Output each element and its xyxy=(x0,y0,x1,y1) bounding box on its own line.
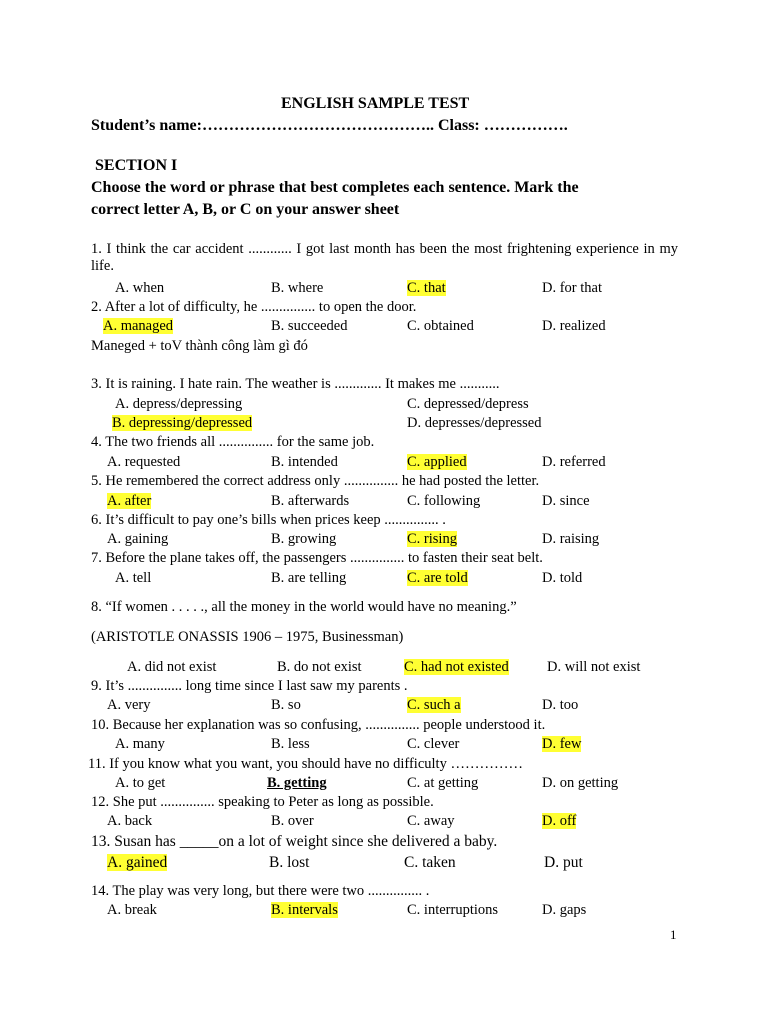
q4-option-a[interactable]: A. requested xyxy=(107,454,181,470)
q9-option-b[interactable]: B. so xyxy=(271,697,301,713)
q14-option-a[interactable]: A. break xyxy=(107,902,157,918)
q12-option-d[interactable]: D. off xyxy=(542,813,577,829)
q6-option-c[interactable]: C. rising xyxy=(407,531,457,547)
q1-option-d[interactable]: D. for that xyxy=(542,280,602,296)
q1-option-c[interactable]: C. that xyxy=(407,280,446,296)
q7-option-a[interactable]: A. tell xyxy=(115,570,152,586)
q3-option-b[interactable]: B. depressing/depressed xyxy=(112,415,253,431)
q7-option-d[interactable]: D. told xyxy=(542,570,583,586)
q10-option-b[interactable]: B. less xyxy=(271,736,310,752)
student-name-line: Student’s name:…………………………………….. Class: ……………. xyxy=(91,117,568,134)
q4-option-b[interactable]: B. intended xyxy=(271,454,338,470)
q4-option-c[interactable]: C. applied xyxy=(407,454,467,470)
question-2-text: 2. After a lot of difficulty, he ............... to open the door. xyxy=(91,299,417,315)
q2-option-a[interactable]: A. managed xyxy=(103,318,174,334)
q7-option-c[interactable]: C. are told xyxy=(407,570,468,586)
q7-option-b[interactable]: B. are telling xyxy=(271,570,347,586)
q13-option-d[interactable]: D. put xyxy=(544,854,583,871)
q14-option-c[interactable]: C. interruptions xyxy=(407,902,499,918)
q6-option-a[interactable]: A. gaining xyxy=(107,531,169,547)
q13-option-a[interactable]: A. gained xyxy=(107,854,168,871)
q10-option-c[interactable]: C. clever xyxy=(407,736,460,752)
question-10-text: 10. Because her explanation was so confusing, ............... people understood it. xyxy=(91,717,546,733)
q11-option-a[interactable]: A. to get xyxy=(115,775,166,791)
section-heading: SECTION I xyxy=(95,157,178,174)
q8-option-b[interactable]: B. do not exist xyxy=(277,659,362,675)
q5-option-a[interactable]: A. after xyxy=(107,493,152,509)
q10-option-a[interactable]: A. many xyxy=(115,736,165,752)
q5-option-b[interactable]: B. afterwards xyxy=(271,493,350,509)
q9-option-a[interactable]: A. very xyxy=(107,697,151,713)
q11-option-c[interactable]: C. at getting xyxy=(407,775,479,791)
page-title: ENGLISH SAMPLE TEST xyxy=(281,95,470,112)
q3-option-d[interactable]: D. depresses/depressed xyxy=(407,415,542,431)
q8-quote-source: (ARISTOTLE ONASSIS 1906 – 1975, Businessman) xyxy=(91,629,404,645)
question-7-text: 7. Before the plane takes off, the passengers ............... to fasten their seat belt. xyxy=(91,550,543,566)
q2-option-c[interactable]: C. obtained xyxy=(407,318,474,334)
q9-option-c[interactable]: C. such a xyxy=(407,697,461,713)
question-4-text: 4. The two friends all ............... for the same job. xyxy=(91,434,375,450)
q5-option-d[interactable]: D. since xyxy=(542,493,590,509)
question-3-text: 3. It is raining. I hate rain. The weather is ............. It makes me ........... xyxy=(91,376,500,392)
q8-option-c[interactable]: C. had not existed xyxy=(404,659,509,675)
question-9-text: 9. It’s ............... long time since I last saw my parents . xyxy=(91,678,408,694)
question-5-text: 5. He remembered the correct address only ............... he had posted the letter. xyxy=(91,473,540,489)
q2-option-b[interactable]: B. succeeded xyxy=(271,318,348,334)
question-6-text: 6. It’s difficult to pay one’s bills when prices keep ............... . xyxy=(91,512,446,528)
q6-option-d[interactable]: D. raising xyxy=(542,531,600,547)
question-11-text: 11. If you know what you want, you should have no difficulty …………… xyxy=(88,756,523,772)
q12-option-a[interactable]: A. back xyxy=(107,813,153,829)
question-12-text: 12. She put ............... speaking to Peter as long as possible. xyxy=(91,794,434,810)
q8-option-d[interactable]: D. will not exist xyxy=(547,659,641,675)
q12-option-b[interactable]: B. over xyxy=(271,813,314,829)
q1-option-b[interactable]: B. where xyxy=(271,280,324,296)
q11-option-b[interactable]: B. getting xyxy=(267,775,327,791)
q3-option-a[interactable]: A. depress/depressing xyxy=(115,396,243,412)
q10-option-d[interactable]: D. few xyxy=(542,736,582,752)
q2-note: Maneged + toV thành công làm gì đó xyxy=(91,338,308,354)
question-14-text: 14. The play was very long, but there were two ............... . xyxy=(91,883,430,899)
instructions-line-2: correct letter A, B, or C on your answer sheet xyxy=(91,201,400,218)
instructions-line-1: Choose the word or phrase that best completes each sentence. Mark the xyxy=(91,179,579,196)
q9-option-d[interactable]: D. too xyxy=(542,697,579,713)
question-1-text: 1. I think the car accident ............ I got last month has been the most frightening experience in my life. xyxy=(91,241,678,274)
q6-option-b[interactable]: B. growing xyxy=(271,531,337,547)
q13-option-c[interactable]: C. taken xyxy=(404,854,456,871)
q3-option-c[interactable]: C. depressed/depress xyxy=(407,396,529,412)
q4-option-d[interactable]: D. referred xyxy=(542,454,606,470)
question-8-text: 8. “If women . . . . ., all the money in the world would have no meaning.” xyxy=(91,599,517,615)
q14-option-b[interactable]: B. intervals xyxy=(271,902,338,918)
q14-option-d[interactable]: D. gaps xyxy=(542,902,587,918)
q8-option-a[interactable]: A. did not exist xyxy=(127,659,217,675)
q1-option-a[interactable]: A. when xyxy=(115,280,165,296)
question-13-text: 13. Susan has _____on a lot of weight since she delivered a baby. xyxy=(91,833,498,850)
q11-option-d[interactable]: D. on getting xyxy=(542,775,619,791)
q12-option-c[interactable]: C. away xyxy=(407,813,455,829)
q5-option-c[interactable]: C. following xyxy=(407,493,481,509)
q2-option-d[interactable]: D. realized xyxy=(542,318,606,334)
page-number: 1 xyxy=(670,927,677,942)
q13-option-b[interactable]: B. lost xyxy=(269,854,310,871)
